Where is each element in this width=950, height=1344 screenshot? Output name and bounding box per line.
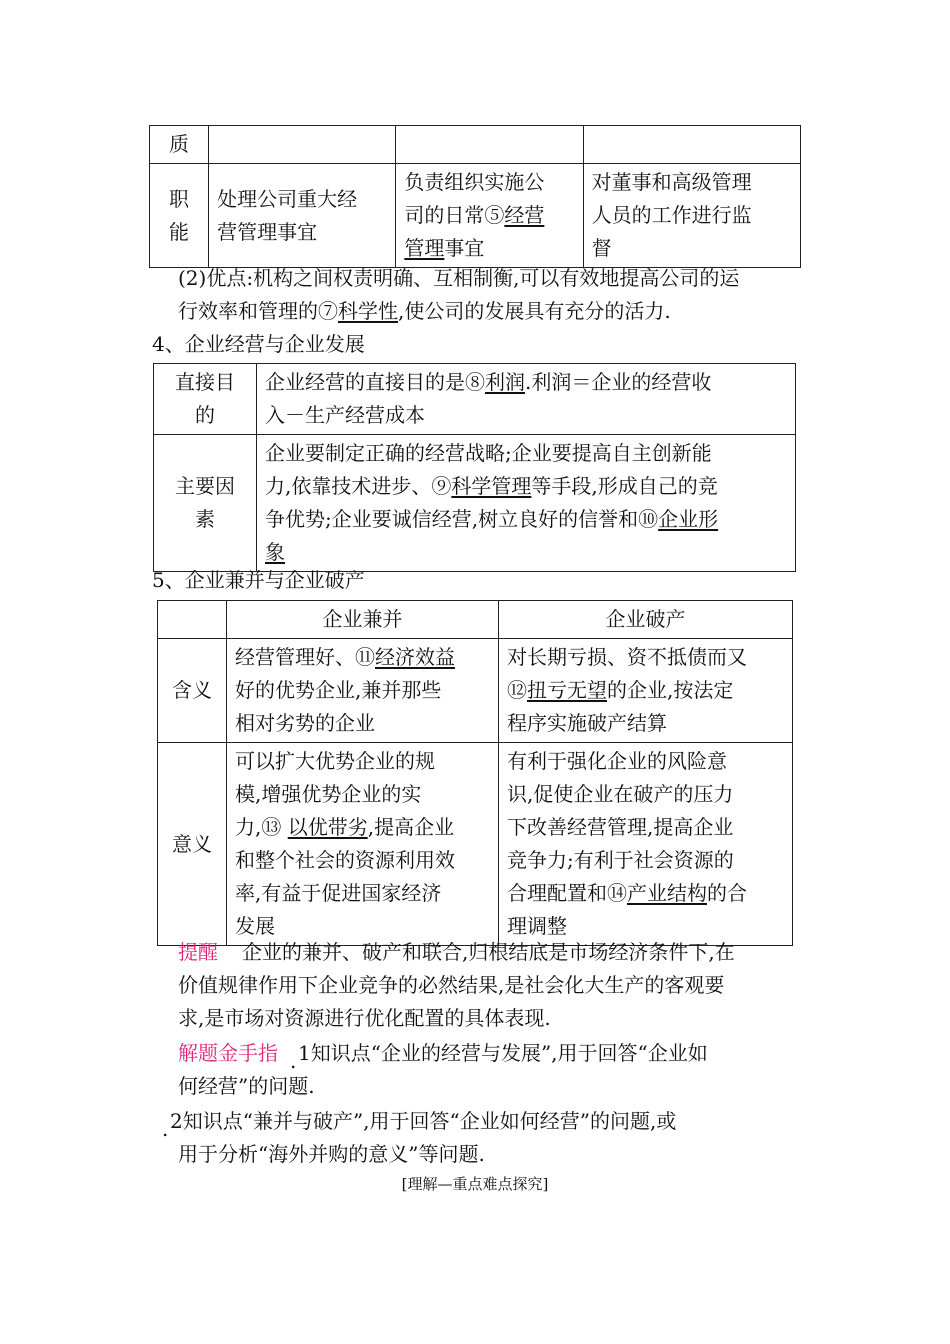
- header-bankruptcy: 企业破产: [499, 601, 793, 639]
- cell-direct-purpose: 企业经营的直接目的是⑧利润.利润＝企业的经营收 入－生产经营成本: [257, 364, 796, 435]
- cell-bankruptcy-meaning: 对长期亏损、资不抵债而又 ⑫扭亏无望的企业,按法定 程序实施破产结算: [499, 639, 793, 743]
- tip-line-2: 价值规律作用下企业竞争的必然结果,是社会化大生产的客观要: [178, 973, 725, 997]
- tip-line-3: 求,是市场对资源进行优化配置的具体表现.: [178, 1006, 551, 1030]
- cell-bankruptcy-significance: 有利于强化企业的风险意 识,促使企业在破产的压力 下改善经营管理,提高企业 竞争力;有利于社会资源的 合理配置和⑭产业结构的合 理调整: [499, 743, 793, 946]
- section-5-heading: 5、企业兼并与企业破产: [152, 568, 365, 592]
- cell-merger-significance: 可以扩大优势企业的规 模,增强优势企业的实 力,⑬ 以优带劣,提高企业 和整个社会的资源利用效 率,有益于促进国家经济 发展: [227, 743, 499, 946]
- cell-main-factors: 企业要制定正确的经营战略;企业要提高自主创新能 力,依靠技术进步、⑨科学管理等手段,形成自己的竞 争优势;企业要诚信经营,树立良好的信誉和⑩企业形 象: [257, 435, 796, 572]
- company-structure-table: [149, 125, 801, 268]
- cell-merger-meaning: 经营管理好、⑪经济效益 好的优势企业,兼并那些 相对劣势的企业: [227, 639, 499, 743]
- merger-bankruptcy-table: [157, 600, 793, 946]
- label-main-factors: 主要因 素: [154, 435, 257, 572]
- tricks-line-1b: 何经营”的问题.: [178, 1074, 315, 1098]
- tip-label: 提醒: [178, 940, 218, 964]
- operation-table: [153, 363, 796, 572]
- advantage-line-2: 行效率和管理的⑦科学性,使公司的发展具有充分的活力.: [178, 299, 671, 323]
- header-merger: 企业兼并: [227, 601, 499, 639]
- advantage-line-1: (2)优点:机构之间权责明确、互相制衡,可以有效地提高公司的运: [178, 266, 740, 290]
- tricks-line-2: . 2知识点“兼并与破产”,用于回答“企业如何经营”的问题,或: [170, 1105, 676, 1138]
- label-significance: 意义: [158, 743, 227, 946]
- tricks-line-2b: 用于分析“海外并购的意义”等问题.: [178, 1142, 485, 1166]
- label-meaning: 含义: [158, 639, 227, 743]
- section-footer-label: [理解—重点难点探究]: [401, 1175, 549, 1193]
- cell-supervisor-function: 对董事和高级管理 人员的工作进行监 督: [583, 164, 800, 268]
- row-label-zhi: 质: [150, 126, 209, 164]
- cell-board-function: 处理公司重大经 营管理事宜: [209, 164, 396, 268]
- section-4-heading: 4、企业经营与企业发展: [152, 332, 365, 356]
- label-direct-purpose: 直接目 的: [154, 364, 257, 435]
- tricks-label: 解题金手指: [178, 1041, 278, 1065]
- row-label-zhineng: 职 能: [150, 164, 209, 268]
- tricks-line-1: 解题金手指. 1知识点“企业的经营与发展”,用于回答“企业如: [178, 1037, 708, 1070]
- tip-line-1: 提醒 企业的兼并、破产和联合,归根结底是市场经济条件下,在: [178, 940, 735, 964]
- cell-manager-function: 负责组织实施公 司的日常⑤经营 管理事宜: [396, 164, 583, 268]
